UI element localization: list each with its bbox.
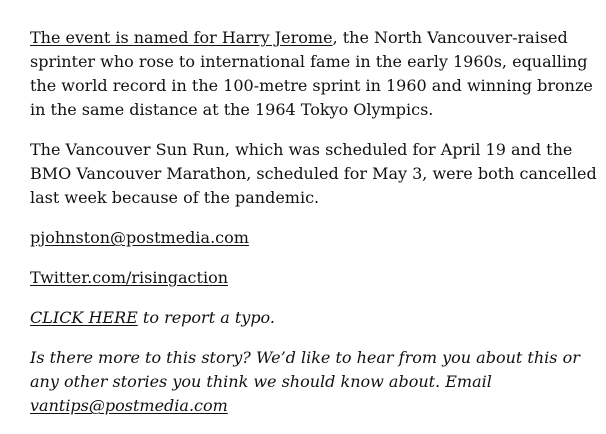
author-email-link[interactable]: pjohnston@postmedia.com xyxy=(30,228,249,247)
paragraph-cancellations xyxy=(30,138,602,210)
paragraph-email xyxy=(30,226,602,250)
harry-jerome-text: , the North Vancouver-raised sprinter who rose to international fame in the early 1960s, equalling the world record in the 100-metre sprint in 1960 and winning bronze in the same distance at the 1964 Tokyo Olympics. xyxy=(30,28,593,119)
tips-email-link[interactable]: vantips@postmedia.com xyxy=(30,396,228,415)
story-tips-text: Is there more to this story? We’d like to hear from you about this or any other stories you think we should know about. Email xyxy=(30,348,580,391)
paragraph-harry-jerome xyxy=(30,26,602,122)
article-body xyxy=(30,26,602,434)
paragraph-twitter xyxy=(30,266,602,290)
report-typo-text: to report a typo. xyxy=(137,308,275,327)
harry-jerome-link[interactable]: The event is named for Harry Jerome xyxy=(30,28,333,47)
cancellations-text: The Vancouver Sun Run, which was scheduled for April 19 and the BMO Vancouver Marathon, scheduled for May 3, were both cancelled last week because of the pandemic. xyxy=(30,140,597,207)
report-typo-link[interactable]: CLICK HERE xyxy=(30,308,138,327)
twitter-link[interactable]: Twitter.com/risingaction xyxy=(30,268,228,287)
paragraph-report-typo xyxy=(30,306,602,330)
paragraph-story-tips xyxy=(30,346,602,418)
